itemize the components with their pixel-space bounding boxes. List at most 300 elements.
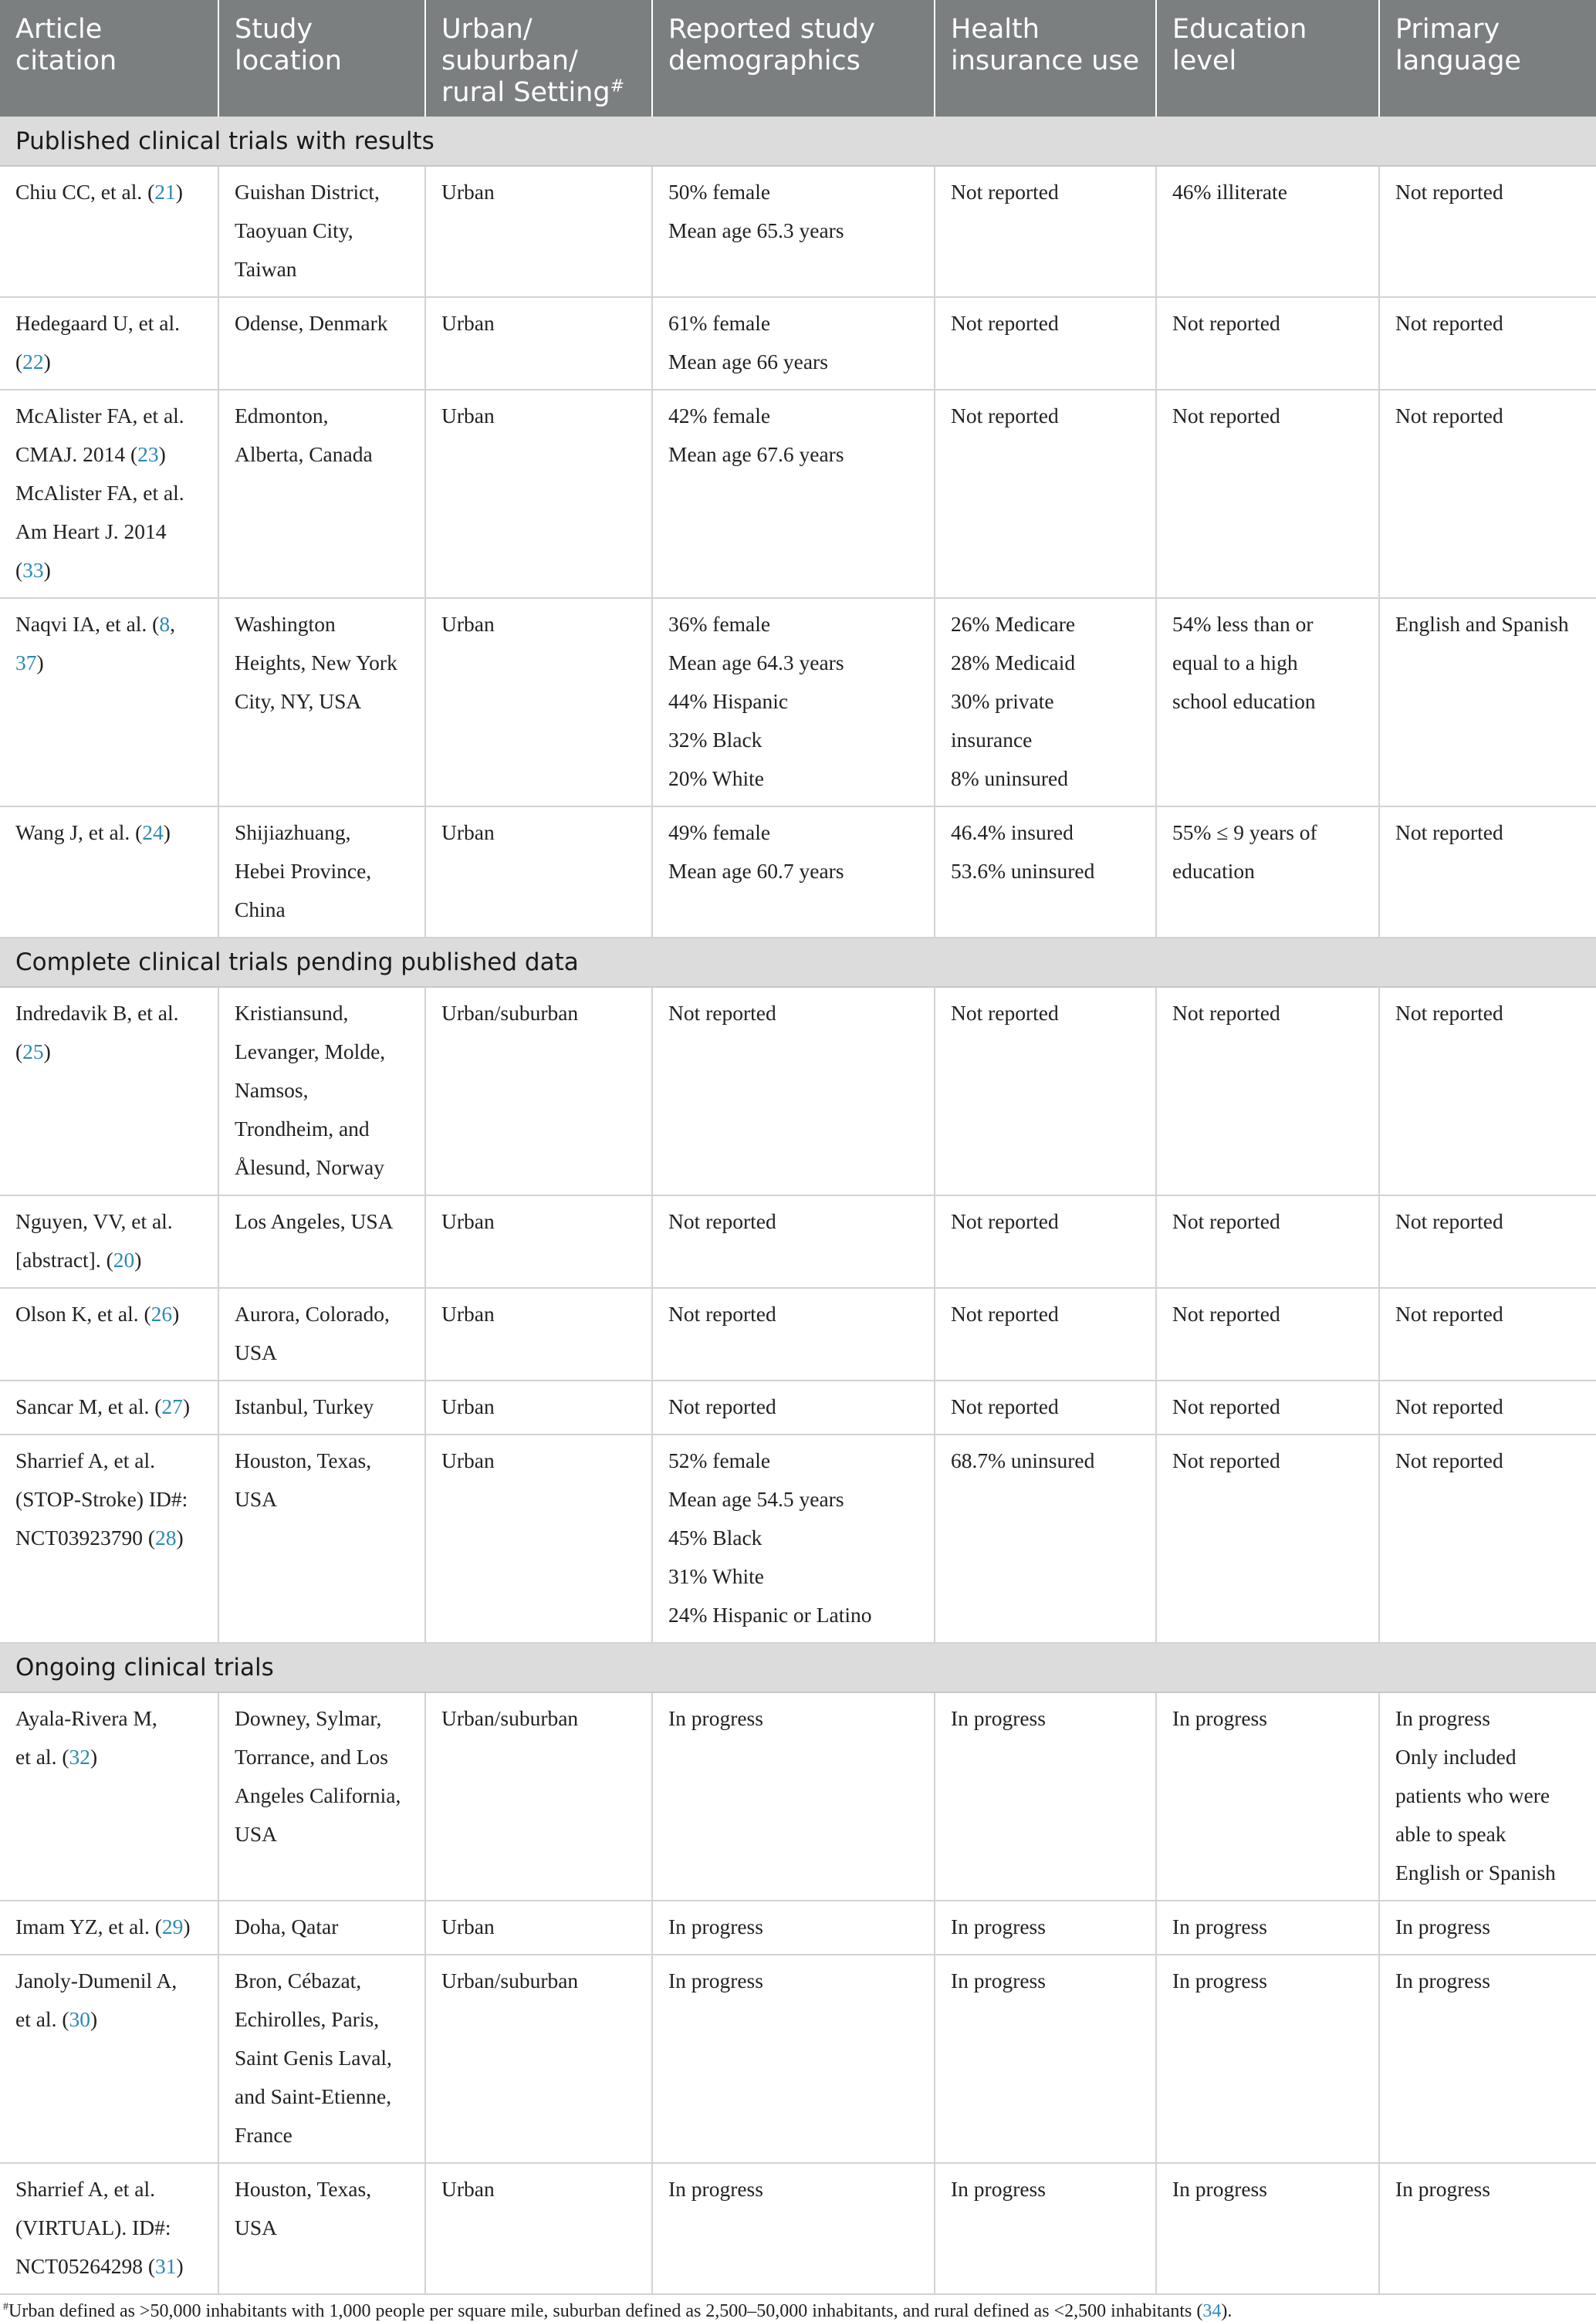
insurance-cell: [935, 1955, 1156, 2163]
table-body: [0, 117, 1596, 2294]
header-setting: Urban/ suburban/ rural Setting#: [425, 0, 652, 117]
citation-line: [15, 343, 210, 381]
cell-line: In progress: [951, 1969, 1046, 1992]
location-cell: [218, 987, 425, 1195]
insurance-cell: [935, 1195, 1156, 1288]
citation-line: [15, 2209, 210, 2247]
cell-line: Washington: [235, 612, 336, 636]
cell-line: Urban/suburban: [441, 1706, 579, 1730]
citation-cell: [0, 1195, 218, 1288]
cell-line: USA: [235, 1340, 278, 1364]
insurance-cell: [935, 2163, 1156, 2294]
cell-line: Urban/suburban: [441, 1001, 579, 1025]
cell-line: In progress: [1172, 2177, 1267, 2201]
education-cell: [1156, 1381, 1379, 1435]
citation-line: [15, 605, 210, 644]
cell-line: In progress: [668, 1969, 763, 1992]
insurance-cell: [935, 806, 1156, 938]
location-cell: [218, 1692, 425, 1901]
citation-line: [15, 1387, 210, 1426]
table-row: [0, 297, 1596, 390]
cell-line: Urban: [441, 1302, 495, 1326]
citation-text: [abstract]. (: [15, 1248, 113, 1272]
setting-cell: [425, 2163, 652, 2294]
cell-line: USA: [235, 1822, 278, 1846]
location-cell: [218, 1901, 425, 1955]
cell-line: Taiwan: [235, 257, 297, 281]
cell-line: Downey, Sylmar,: [235, 1706, 382, 1730]
cell-line: Not reported: [1395, 1209, 1503, 1233]
cell-line: In progress: [1395, 1706, 1490, 1730]
reference-link[interactable]: 24: [142, 820, 164, 844]
cell-line: 46.4% insured: [951, 820, 1074, 844]
demographics-cell: [652, 1195, 935, 1288]
header-mark: #: [610, 76, 625, 96]
header-study-location: Study location: [218, 0, 425, 117]
cell-line: Houston, Texas,: [235, 2177, 372, 2201]
cell-line: 30% private: [951, 689, 1054, 713]
citation-text: Naqvi IA, et al. (: [15, 612, 160, 636]
reference-link[interactable]: 20: [113, 1248, 135, 1272]
language-cell: [1379, 1901, 1596, 1955]
cell-line: English and Spanish: [1395, 612, 1569, 636]
cell-line: Alberta, Canada: [235, 442, 373, 466]
cell-line: Not reported: [951, 1394, 1059, 1418]
citation-line: [15, 644, 210, 682]
cell-line: In progress: [1395, 2177, 1490, 2201]
cell-line: Urban: [441, 612, 495, 636]
cell-line: Only included: [1395, 1745, 1517, 1769]
demographics-cell: [652, 987, 935, 1195]
cell-line: equal to a high: [1172, 651, 1298, 674]
cell-line: patients who were: [1395, 1783, 1550, 1807]
cell-line: Mean age 66 years: [668, 350, 828, 373]
cell-line: Urban: [441, 820, 495, 844]
cell-line: Doha, Qatar: [235, 1915, 339, 1938]
citation-line: [15, 2170, 210, 2209]
location-cell: [218, 806, 425, 938]
cell-line: Not reported: [951, 404, 1059, 428]
insurance-cell: [935, 1435, 1156, 1643]
citation-text: NCT03923790 (: [15, 1526, 156, 1550]
reference-link[interactable]: 22: [22, 350, 44, 373]
cell-line: Heights, New York: [235, 651, 397, 674]
citation-text: ): [43, 350, 51, 373]
citation-text: McAlister FA, et al.: [15, 404, 184, 428]
citation-text: Ayala-Rivera M,: [15, 1706, 157, 1730]
insurance-cell: [935, 1692, 1156, 1901]
location-cell: [218, 1435, 425, 1643]
demographics-cell: [652, 390, 935, 598]
cell-line: Namsos,: [235, 1078, 309, 1102]
footnote-end: ).: [1221, 2301, 1233, 2321]
table-row: [0, 1692, 1596, 1901]
reference-link[interactable]: 21: [154, 180, 176, 204]
citation-line: [15, 1202, 210, 1241]
reference-link[interactable]: 31: [155, 2254, 177, 2278]
cell-line: Not reported: [668, 1209, 776, 1233]
citation-text: CMAJ. 2014 (: [15, 442, 138, 466]
footnote: [0, 2295, 1596, 2322]
citation-cell: [0, 598, 218, 806]
education-cell: [1156, 598, 1379, 806]
cell-line: Urban: [441, 2177, 495, 2201]
cell-line: 42% female: [668, 404, 771, 428]
cell-line: China: [235, 897, 286, 921]
demographics-cell: [652, 166, 935, 297]
cell-line: 26% Medicare: [951, 612, 1076, 636]
citation-line: [15, 1480, 210, 1519]
demographics-cell: [652, 1955, 935, 2163]
citation-cell: [0, 806, 218, 938]
table-row: [0, 987, 1596, 1195]
location-cell: [218, 2163, 425, 2294]
cell-line: 44% Hispanic: [668, 689, 789, 713]
language-cell: [1379, 1692, 1596, 1901]
citation-text: et al. (: [15, 1745, 69, 1769]
citation-line: [15, 1442, 210, 1480]
location-cell: [218, 1195, 425, 1288]
cell-line: 28% Medicaid: [951, 651, 1076, 674]
cell-line: Mean age 60.7 years: [668, 859, 844, 883]
cell-line: Mean age 65.3 years: [668, 218, 844, 242]
cell-line: In progress: [1172, 1915, 1267, 1938]
cell-line: USA: [235, 2216, 278, 2239]
citation-text: Indredavik B, et al.: [15, 1001, 179, 1025]
citation-line: [15, 173, 210, 211]
citation-text: ): [90, 2007, 98, 2031]
citation-line: [15, 304, 210, 343]
cell-line: Hebei Province,: [235, 859, 372, 883]
footnote-text: Urban defined as >50,000 inhabitants with 1,000 people per square mile, suburban defined as 2,500–50,000 inhabitants, and rural defined as <2,500 inhabitants (: [8, 2301, 1203, 2321]
header-article-citation: Article citation: [0, 0, 218, 117]
language-cell: [1379, 1955, 1596, 2163]
education-cell: [1156, 390, 1379, 598]
cell-line: Angeles California,: [235, 1783, 401, 1807]
citation-line: [15, 1738, 210, 1776]
cell-line: France: [235, 2123, 292, 2147]
cell-line: school education: [1172, 689, 1316, 713]
citation-text: ,: [170, 612, 175, 636]
insurance-cell: [935, 1381, 1156, 1435]
language-cell: [1379, 297, 1596, 390]
citation-cell: [0, 2163, 218, 2294]
citation-text: ): [176, 2254, 184, 2278]
reference-link[interactable]: 29: [161, 1915, 184, 1938]
cell-line: Not reported: [951, 180, 1059, 204]
reference-link[interactable]: 23: [137, 442, 159, 466]
citation-text: ): [183, 1915, 191, 1938]
language-cell: [1379, 1195, 1596, 1288]
location-cell: [218, 166, 425, 297]
education-cell: [1156, 1901, 1379, 1955]
education-cell: [1156, 2163, 1379, 2294]
cell-line: 36% female: [668, 612, 771, 636]
citation-text: (VIRTUAL). ID#:: [15, 2216, 171, 2239]
cell-line: Mean age 67.6 years: [668, 442, 844, 466]
citation-line: [15, 397, 210, 435]
section-title: Ongoing clinical trials: [0, 1643, 1596, 1692]
cell-line: Not reported: [1395, 1302, 1503, 1326]
citation-text: ): [182, 1394, 191, 1418]
cell-line: Not reported: [1172, 1302, 1280, 1326]
cell-line: Los Angeles, USA: [235, 1209, 394, 1233]
demographics-cell: [652, 1692, 935, 1901]
citation-text: (: [15, 1039, 23, 1063]
citation-text: Imam YZ, et al. (: [15, 1915, 162, 1938]
citation-cell: [0, 166, 218, 297]
cell-line: 24% Hispanic or Latino: [668, 1603, 872, 1627]
citation-cell: [0, 297, 218, 390]
citation-text: (STOP-Stroke) ID#:: [15, 1487, 188, 1511]
insurance-cell: [935, 987, 1156, 1195]
citation-text: Wang J, et al. (: [15, 820, 143, 844]
table-row: [0, 2163, 1596, 2294]
language-cell: [1379, 390, 1596, 598]
demographics-cell: [652, 1381, 935, 1435]
insurance-cell: [935, 598, 1156, 806]
language-cell: [1379, 806, 1596, 938]
cell-line: Bron, Cébazat,: [235, 1969, 362, 1992]
language-cell: [1379, 1435, 1596, 1643]
citation-cell: [0, 987, 218, 1195]
reference-link[interactable]: 27: [161, 1394, 183, 1418]
header-insurance: Health insurance use: [935, 0, 1156, 117]
cell-line: In progress: [951, 2177, 1046, 2201]
cell-line: 49% female: [668, 820, 771, 844]
citation-text: (: [15, 350, 23, 373]
cell-line: 8% uninsured: [951, 766, 1068, 790]
citation-line: [15, 1295, 210, 1333]
table-row: [0, 598, 1596, 806]
cell-line: Not reported: [1395, 404, 1503, 428]
setting-cell: [425, 1692, 652, 1901]
citation-line: [15, 551, 210, 590]
citation-cell: [0, 390, 218, 598]
setting-cell: [425, 166, 652, 297]
citation-text: ): [172, 1302, 180, 1326]
citation-text: Janoly-Dumenil A,: [15, 1969, 178, 1992]
citation-text: Am Heart J. 2014: [15, 519, 167, 543]
insurance-cell: [935, 166, 1156, 297]
cell-line: Mean age 64.3 years: [668, 651, 844, 674]
cell-line: Urban: [441, 180, 495, 204]
cell-line: Urban: [441, 311, 495, 335]
cell-line: Not reported: [1395, 820, 1503, 844]
education-cell: [1156, 1955, 1379, 2163]
citation-line: [15, 2247, 210, 2286]
citation-text: (: [15, 558, 23, 582]
cell-line: Trondheim, and: [235, 1117, 370, 1141]
citation-line: [15, 512, 210, 551]
citation-text: ): [43, 558, 51, 582]
reference-link[interactable]: 33: [22, 558, 44, 582]
citation-text: ): [163, 820, 171, 844]
citation-text: Hedegaard U, et al.: [15, 311, 181, 335]
cell-line: Mean age 54.5 years: [668, 1487, 844, 1511]
cell-line: Urban: [441, 1394, 495, 1418]
reference-link[interactable]: 37: [15, 651, 37, 674]
cell-line: In progress: [951, 1706, 1046, 1730]
reference-link[interactable]: 28: [155, 1526, 177, 1550]
header-demographics: Reported study demographics: [652, 0, 935, 117]
setting-cell: [425, 1955, 652, 2163]
citation-text: Chiu CC, et al. (: [15, 180, 155, 204]
cell-line: In progress: [951, 1915, 1046, 1938]
setting-cell: [425, 598, 652, 806]
citation-cell: [0, 1955, 218, 2163]
table-row: [0, 390, 1596, 598]
cell-line: Not reported: [1172, 1001, 1280, 1025]
table-row: [0, 1195, 1596, 1288]
setting-cell: [425, 390, 652, 598]
setting-cell: [425, 1435, 652, 1643]
cell-line: Not reported: [1172, 1209, 1280, 1233]
cell-line: Not reported: [1172, 404, 1280, 428]
cell-line: 55% ≤ 9 years of: [1172, 820, 1317, 844]
education-cell: [1156, 1288, 1379, 1381]
citation-line: [15, 1699, 210, 1738]
setting-cell: [425, 1195, 652, 1288]
insurance-cell: [935, 1288, 1156, 1381]
cell-line: 45% Black: [668, 1526, 762, 1550]
citation-line: [15, 994, 210, 1033]
location-cell: [218, 1288, 425, 1381]
citation-line: [15, 1033, 210, 1071]
table-row: [0, 1381, 1596, 1435]
section-row: [0, 938, 1596, 987]
citation-cell: [0, 1381, 218, 1435]
cell-line: Urban: [441, 1915, 495, 1938]
cell-line: Edmonton,: [235, 404, 329, 428]
cell-line: Shijiazhuang,: [235, 820, 351, 844]
cell-line: 50% female: [668, 180, 771, 204]
cell-line: 52% female: [668, 1448, 771, 1472]
setting-cell: [425, 1381, 652, 1435]
citation-text: ): [158, 442, 166, 466]
cell-line: 32% Black: [668, 728, 762, 752]
cell-line: City, NY, USA: [235, 689, 362, 713]
cell-line: 68.7% uninsured: [951, 1448, 1095, 1472]
reference-link[interactable]: 30: [69, 2007, 90, 2031]
location-cell: [218, 297, 425, 390]
cell-line: Guishan District,: [235, 180, 380, 204]
citation-line: [15, 1519, 210, 1557]
cell-line: Not reported: [1395, 1001, 1503, 1025]
cell-line: Kristiansund,: [235, 1001, 349, 1025]
cell-line: In progress: [1395, 1915, 1490, 1938]
cell-line: Not reported: [1172, 311, 1280, 335]
table-row: [0, 1901, 1596, 1955]
location-cell: [218, 598, 425, 806]
language-cell: [1379, 598, 1596, 806]
citation-cell: [0, 1288, 218, 1381]
reference-link[interactable]: 32: [69, 1745, 90, 1769]
language-cell: [1379, 1288, 1596, 1381]
cell-line: Urban/suburban: [441, 1969, 579, 1992]
section-title: Complete clinical trials pending published data: [0, 938, 1596, 987]
education-cell: [1156, 297, 1379, 390]
cell-line: Not reported: [1395, 311, 1503, 335]
cell-line: Ålesund, Norway: [235, 1155, 384, 1179]
cell-line: In progress: [668, 1706, 763, 1730]
citation-text: Nguyen, VV, et al.: [15, 1209, 173, 1233]
citation-text: et al. (: [15, 2007, 69, 2031]
section-row: [0, 1643, 1596, 1692]
citation-text: Sharrief A, et al.: [15, 2177, 155, 2201]
cell-line: 46% illiterate: [1172, 180, 1287, 204]
cell-line: Houston, Texas,: [235, 1448, 372, 1472]
education-cell: [1156, 806, 1379, 938]
cell-line: 61% female: [668, 311, 771, 335]
reference-link[interactable]: 25: [22, 1039, 44, 1063]
cell-line: In progress: [668, 1915, 763, 1938]
citation-cell: [0, 1901, 218, 1955]
cell-line: 20% White: [668, 766, 764, 790]
demographics-cell: [652, 1435, 935, 1643]
cell-line: Taoyuan City,: [235, 218, 353, 242]
cell-line: Levanger, Molde,: [235, 1039, 386, 1063]
citation-line: [15, 813, 210, 852]
language-cell: [1379, 2163, 1596, 2294]
location-cell: [218, 1381, 425, 1435]
education-cell: [1156, 987, 1379, 1195]
citation-cell: [0, 1692, 218, 1901]
reference-link[interactable]: 34: [1202, 2301, 1222, 2321]
cell-line: Torrance, and Los: [235, 1745, 388, 1769]
citation-text: Olson K, et al. (: [15, 1302, 151, 1326]
header-language: Primary language: [1379, 0, 1596, 117]
demographics-cell: [652, 297, 935, 390]
cell-line: Istanbul, Turkey: [235, 1394, 374, 1418]
table-row: [0, 806, 1596, 938]
location-cell: [218, 1955, 425, 2163]
section-row: [0, 117, 1596, 166]
cell-line: Urban: [441, 1448, 495, 1472]
cell-line: Not reported: [951, 311, 1059, 335]
cell-line: USA: [235, 1487, 278, 1511]
citation-text: Sancar M, et al. (: [15, 1394, 162, 1418]
cell-line: In progress: [1172, 1969, 1267, 1992]
cell-line: Not reported: [1395, 1394, 1503, 1418]
cell-line: Urban: [441, 404, 495, 428]
section-title: Published clinical trials with results: [0, 117, 1596, 166]
setting-cell: [425, 1901, 652, 1955]
cell-line: Not reported: [668, 1394, 776, 1418]
demographics-cell: [652, 598, 935, 806]
cell-line: Not reported: [1172, 1394, 1280, 1418]
cell-line: Not reported: [951, 1209, 1059, 1233]
insurance-cell: [935, 297, 1156, 390]
citation-text: Sharrief A, et al.: [15, 1448, 155, 1472]
reference-link[interactable]: 26: [150, 1302, 173, 1326]
cell-line: Not reported: [668, 1302, 776, 1326]
cell-line: and Saint-Etienne,: [235, 2084, 392, 2108]
header-education: Education level: [1156, 0, 1379, 117]
demographics-cell: [652, 806, 935, 938]
education-cell: [1156, 1195, 1379, 1288]
citation-text: ): [36, 651, 44, 674]
location-cell: [218, 390, 425, 598]
reference-link[interactable]: 8: [159, 612, 171, 636]
citation-line: [15, 435, 210, 474]
setting-cell: [425, 297, 652, 390]
table-row: [0, 1955, 1596, 2163]
setting-cell: [425, 806, 652, 938]
demographics-cell: [652, 2163, 935, 2294]
education-cell: [1156, 1692, 1379, 1901]
cell-line: Not reported: [668, 1001, 776, 1025]
